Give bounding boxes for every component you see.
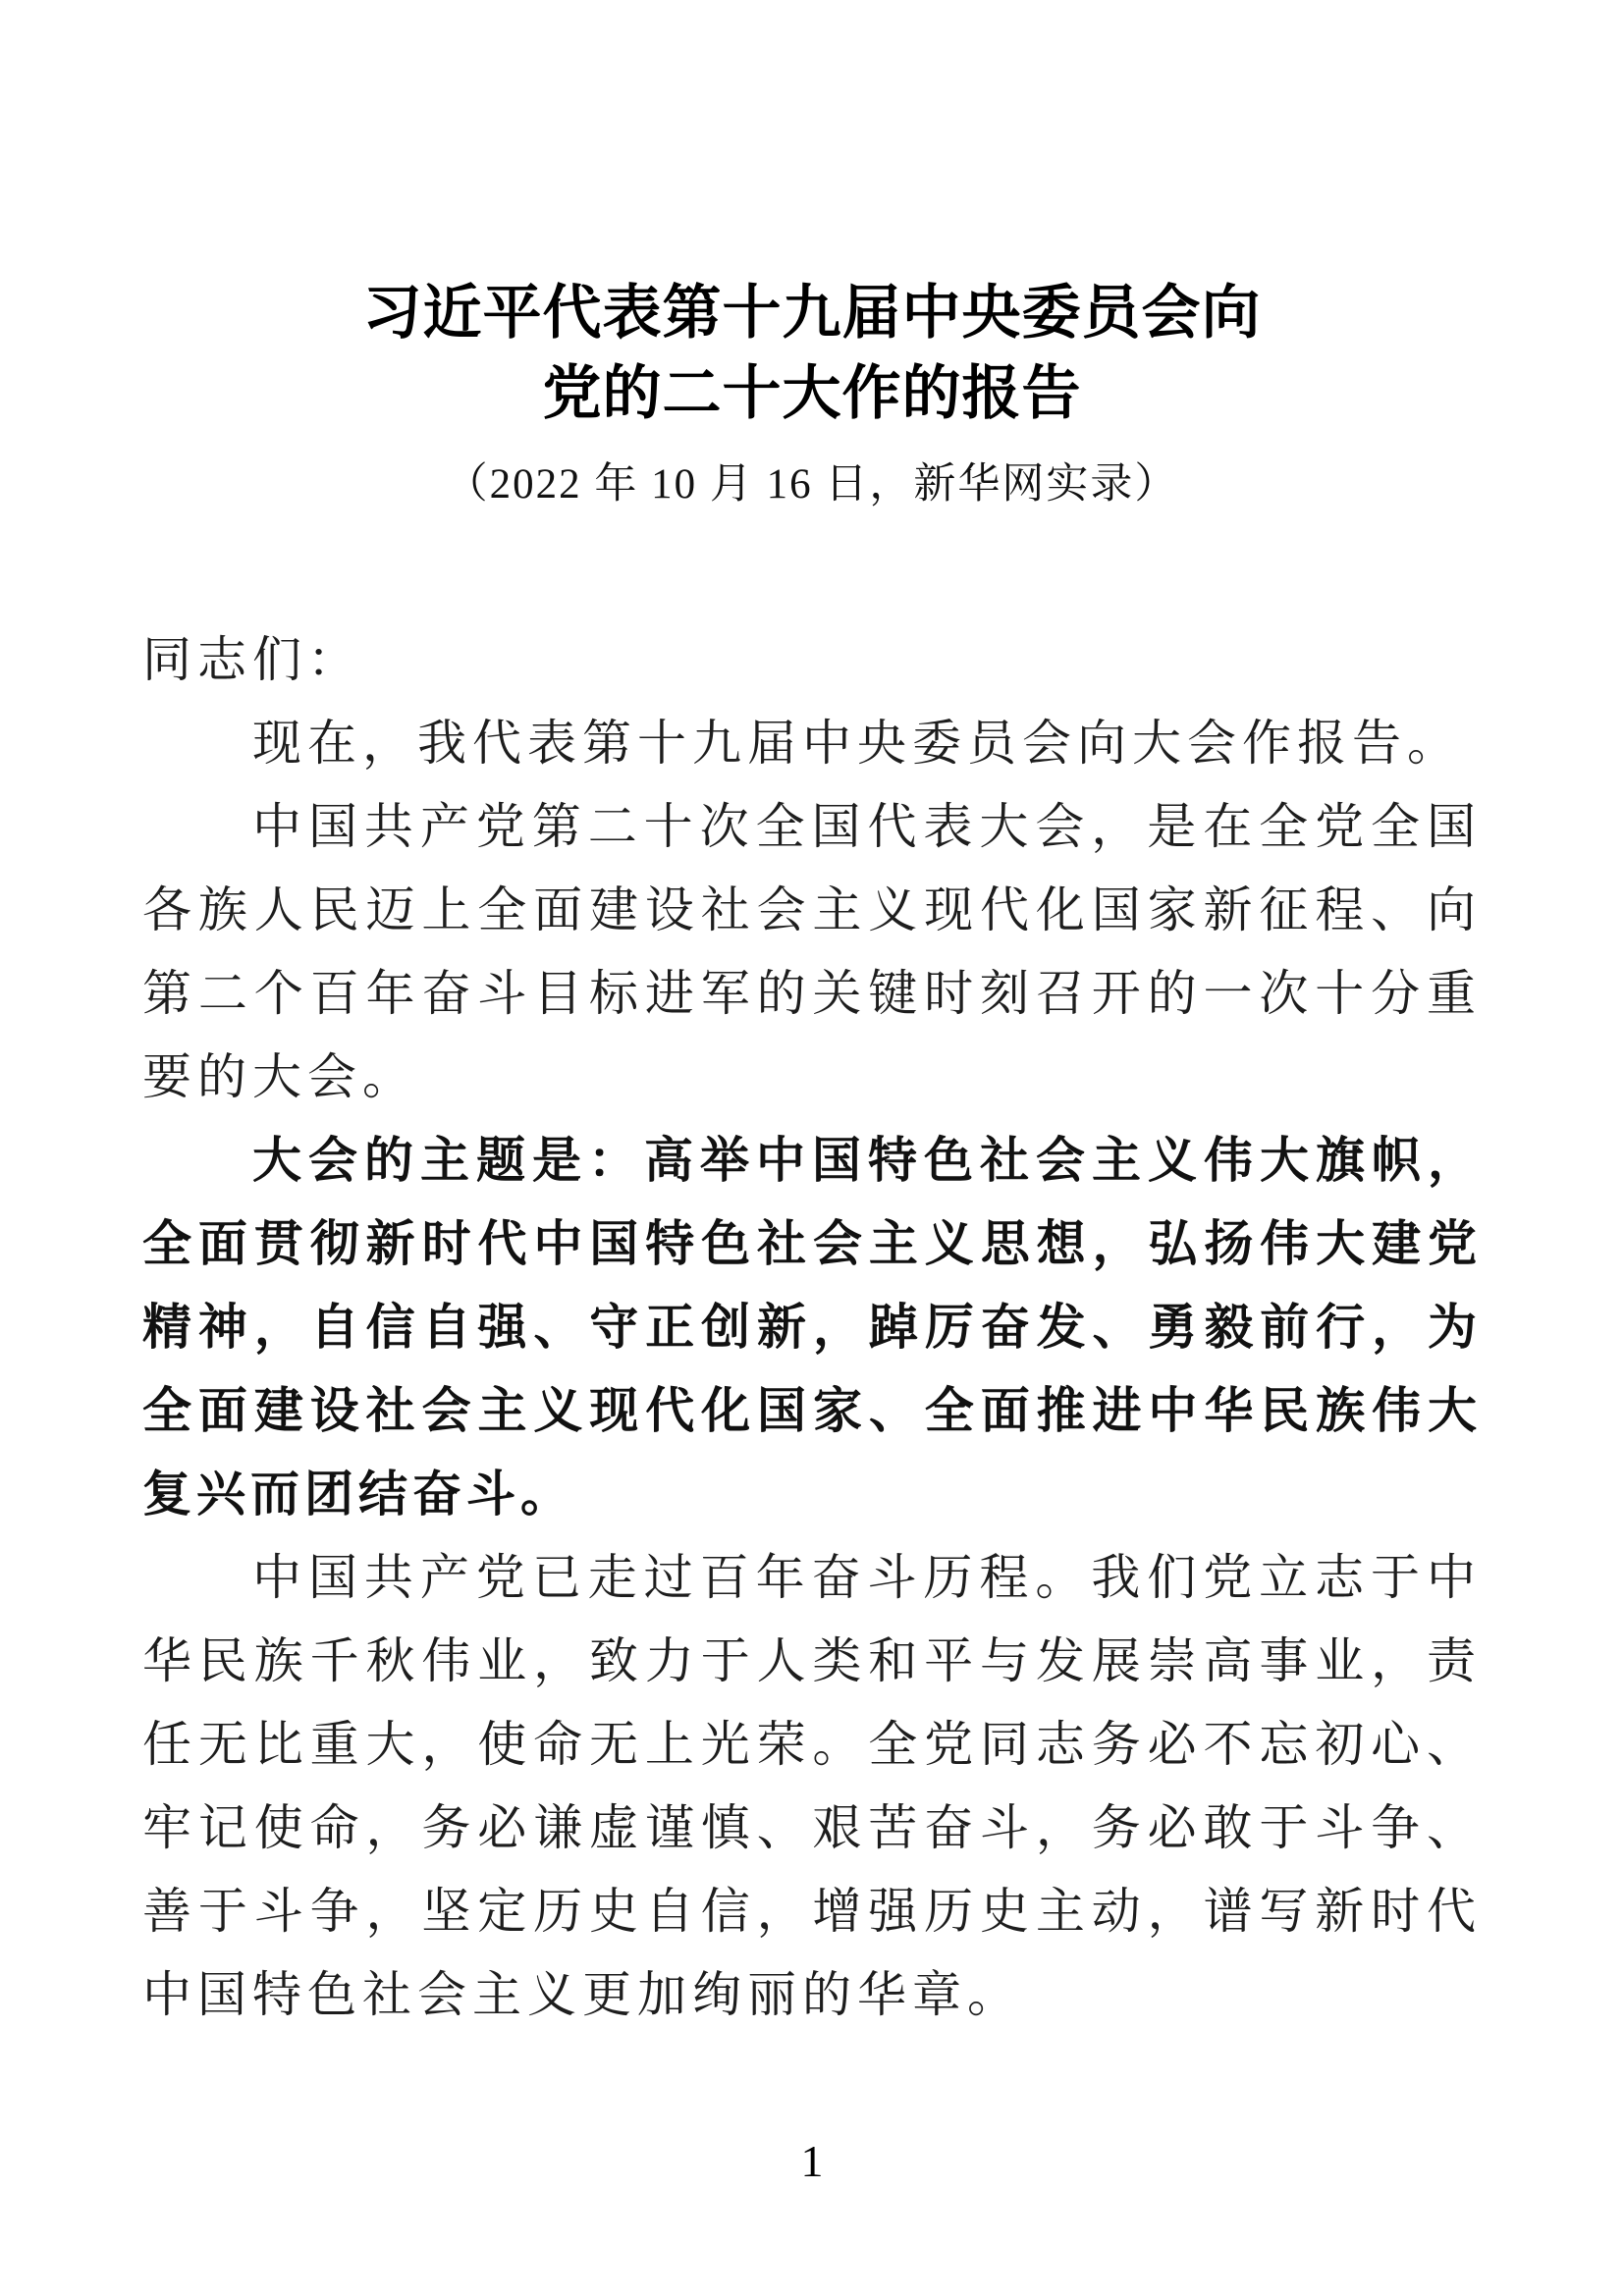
page-number: 1	[800, 2136, 824, 2186]
paragraph: 同志们：	[142, 632, 362, 687]
document-subtitle: （2022 年 10 月 16 日，新华网实录）	[445, 461, 1179, 507]
document-title	[142, 273, 1482, 434]
paragraph: 中国共产党第二十次全国代表大会，是在全党全国各族人民迈上全面建设社会主义现代化国家新征程、向第二个百年奋斗目标进军的关键时刻召开的一次十分重要的大会。	[142, 799, 1482, 1104]
document-title-line2: 党的二十大作的报告	[542, 361, 1082, 426]
paragraph: 大会的主题是：高举中国特色社会主义伟大旗帜，全面贯彻新时代中国特色社会主义思想，弘扬伟大建党精神，自信自强、守正创新，踔厉奋发、勇毅前行，为全面建设社会主义现代化国家、全面推进中华民族伟大复兴而团结奋斗。	[142, 1133, 1482, 1522]
paragraph: 现在，我代表第十九届中央委员会向大会作报告。	[252, 716, 1462, 771]
paragraph: 中国共产党已走过百年奋斗历程。我们党立志于中华民族千秋伟业，致力于人类和平与发展崇高事业，责任无比重大，使命无上光荣。全党同志务必不忘初心、牢记使命，务必谦虚谨慎、艰苦奋斗，务必敢于斗争、善于斗争，坚定历史自信，增强历史主动，谱写新时代中国特色社会主义更加绚丽的华章。	[142, 1550, 1482, 2022]
document-title-line1: 习近平代表第十九届中央委员会向	[362, 281, 1262, 346]
document-body	[142, 618, 1482, 2037]
